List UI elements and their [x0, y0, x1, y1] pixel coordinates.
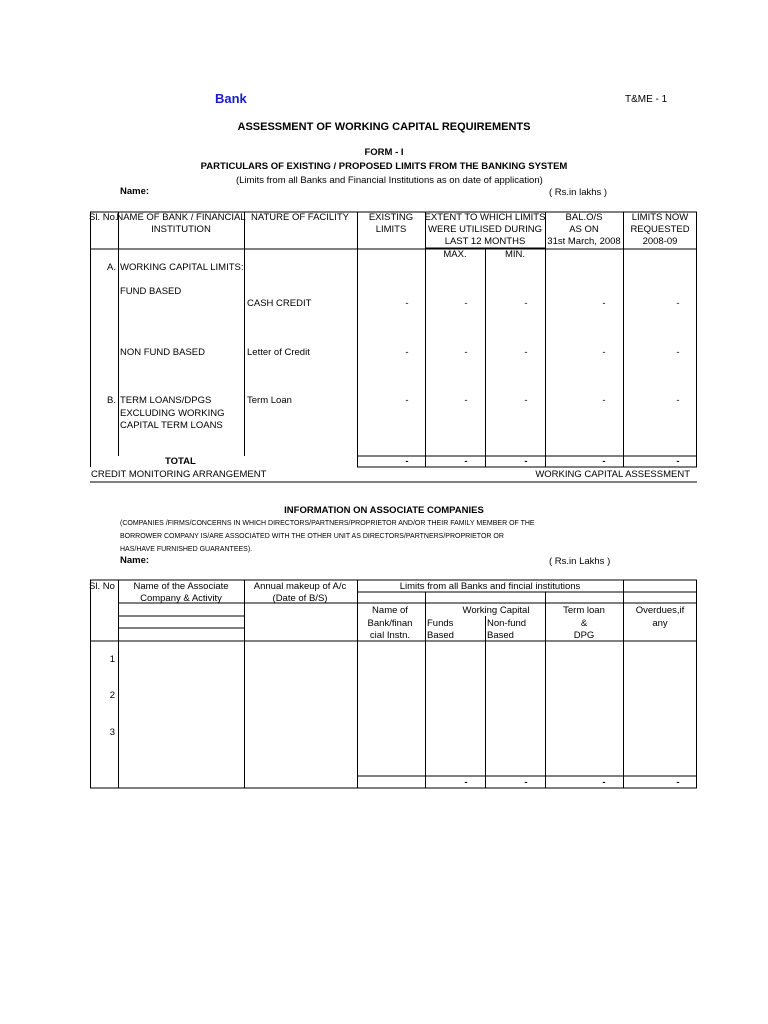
- fund-based-label: FUND BASED: [120, 286, 182, 297]
- form-subtitle: PARTICULARS OF EXISTING / PROPOSED LIMITS FROM THE BANKING SYSTEM: [200, 161, 568, 172]
- t2-header-assoc-2: Company & Activity: [140, 593, 222, 604]
- t2-row-number-1: 1: [109, 654, 115, 665]
- term-loan-min: -: [524, 395, 528, 406]
- t2-header-term-loan-1: Term loan: [563, 605, 605, 616]
- loc-max: -: [464, 347, 468, 358]
- header-sl-no: Sl. No.: [89, 212, 118, 223]
- t2-header-bank-1: Name of: [372, 605, 408, 616]
- footer-left: CREDIT MONITORING ARRANGEMENT: [91, 469, 267, 480]
- t2-header-funds-2: Based: [427, 630, 454, 641]
- t2-row-number-2: 2: [109, 690, 115, 701]
- header-facility: NATURE OF FACILITY: [250, 212, 350, 223]
- cash-credit-requested: -: [676, 298, 680, 309]
- cash-credit-existing: -: [405, 298, 409, 309]
- footer-right: WORKING CAPITAL ASSESSMENT: [535, 469, 690, 480]
- associate-units-label: ( Rs.in Lakhs ): [549, 556, 611, 567]
- loc-bal: -: [602, 347, 606, 358]
- term-loans-line-3: CAPITAL TERM LOANS: [120, 420, 223, 431]
- header-limits-now-1: LIMITS NOW: [631, 212, 689, 223]
- cash-credit-bal: -: [602, 298, 606, 309]
- t2-header-bank-3: cial Instn.: [369, 630, 411, 641]
- t2-header-nonfund-1: Non-fund: [487, 618, 527, 629]
- header-bal-2: AS ON: [569, 224, 599, 235]
- name-label: Name:: [120, 186, 150, 197]
- header-utilised-1: EXTENT TO WHICH LIMITS: [424, 212, 546, 223]
- total-max: -: [464, 456, 468, 467]
- term-loan-label: Term Loan: [247, 395, 292, 406]
- header-bank-name-2: INSTITUTION: [151, 224, 211, 235]
- t2-total-term-loan: -: [602, 777, 606, 788]
- total-existing: -: [405, 456, 409, 467]
- header-max: MAX.: [443, 249, 467, 260]
- term-loan-bal: -: [602, 395, 606, 406]
- t2-header-term-loan-2: &: [580, 618, 588, 629]
- t2-header-limits-all: Limits from all Banks and fincial institutions: [399, 581, 581, 592]
- cash-credit-label: CASH CREDIT: [247, 298, 312, 309]
- row-a-label: A.: [107, 262, 116, 273]
- header-min: MIN.: [504, 249, 526, 260]
- t2-total-funds: -: [464, 777, 468, 788]
- cash-credit-min: -: [524, 298, 528, 309]
- loc-requested: -: [676, 347, 680, 358]
- associate-note-line-2: BORROWER COMPANY IS/ARE ASSOCIATED WITH THE OTHER UNIT AS DIRECTORS/PARTNERS/PROPRIETOR OR: [120, 533, 504, 540]
- header-bal-1: BAL.O/S: [565, 212, 603, 223]
- units-label: ( Rs.in lakhs ): [549, 187, 608, 198]
- term-loan-row: [405, 395, 679, 406]
- total-label: TOTAL: [165, 456, 196, 467]
- cash-credit-row: [405, 298, 679, 309]
- term-loans-line-1: TERM LOANS/DPGS: [120, 395, 212, 406]
- t2-header-overdues-1: Overdues,if: [635, 605, 685, 616]
- form-reference: T&ME - 1: [625, 94, 668, 105]
- loc-existing: -: [405, 347, 409, 358]
- t2-total-overdues: -: [676, 777, 680, 788]
- t2-header-overdues-2: any: [652, 618, 668, 629]
- header-existing-1: EXISTING: [368, 212, 414, 223]
- limits-table: [0, 0, 768, 500]
- t2-row-number-3: 3: [109, 727, 115, 738]
- row-b-label: B.: [107, 395, 116, 406]
- letter-of-credit-row: [405, 347, 679, 358]
- t2-header-working-capital: Working Capital: [462, 605, 530, 616]
- associate-section-title: INFORMATION ON ASSOCIATE COMPANIES: [284, 505, 484, 516]
- header-existing-2: LIMITS: [375, 224, 407, 235]
- header-bank-name-1: NAME OF BANK / FINANCIAL: [116, 212, 246, 223]
- header-limits-now-3: 2008-09: [642, 236, 678, 247]
- t2-header-nonfund-2: Based: [487, 630, 514, 641]
- letter-of-credit-label: Letter of Credit: [247, 347, 310, 358]
- header-utilised-3: LAST 12 MONTHS: [444, 236, 526, 247]
- t2-header-makeup-2: (Date of B/S): [272, 593, 328, 604]
- total-row: [405, 456, 679, 467]
- total-requested: -: [676, 456, 680, 467]
- t2-header-bank-2: Bank/finan: [367, 618, 413, 629]
- t2-header-makeup-1: Annual makeup of A/c: [253, 581, 347, 592]
- form-number: FORM - I: [364, 147, 404, 158]
- t2-total-nonfund: -: [524, 777, 528, 788]
- associate-name-label: Name:: [120, 555, 150, 566]
- associate-note-line-1: (COMPANIES /FIRMS/CONCERNS IN WHICH DIRECTORS/PARTNERS/PROPRIETOR AND/OR THEIR FAMILY MEMBER OF THE: [120, 520, 535, 527]
- term-loan-requested: -: [676, 395, 680, 406]
- loc-min: -: [524, 347, 528, 358]
- t2-header-term-loan-3: DPG: [573, 630, 595, 641]
- total-bal: -: [602, 456, 606, 467]
- page-title: ASSESSMENT OF WORKING CAPITAL REQUIREMENTS: [237, 121, 531, 133]
- header-limits-now-2: REQUESTED: [630, 224, 690, 235]
- header-bal-3: 31st March, 2008: [547, 236, 621, 247]
- total-min: -: [524, 456, 528, 467]
- non-fund-based-label: NON FUND BASED: [120, 347, 205, 358]
- t2-header-sl-no: Sl. No: [89, 581, 115, 592]
- term-loan-existing: -: [405, 395, 409, 406]
- t2-header-funds-1: Funds: [427, 618, 454, 629]
- t2-header-assoc-1: Name of the Associate: [133, 581, 229, 592]
- row-a-text: WORKING CAPITAL LIMITS:: [120, 262, 244, 273]
- cash-credit-max: -: [464, 298, 468, 309]
- associate-note-line-3: HAS/HAVE FURNISHED GUARANTEES).: [120, 546, 253, 553]
- header-utilised-2: WERE UTILISED DURING: [427, 224, 543, 235]
- term-loan-max: -: [464, 395, 468, 406]
- bank-label: Bank: [215, 91, 247, 106]
- form-note: (Limits from all Banks and Financial Institutions as on date of application): [236, 175, 543, 186]
- t2-total-row: [464, 777, 679, 788]
- term-loans-line-2: EXCLUDING WORKING: [120, 408, 225, 419]
